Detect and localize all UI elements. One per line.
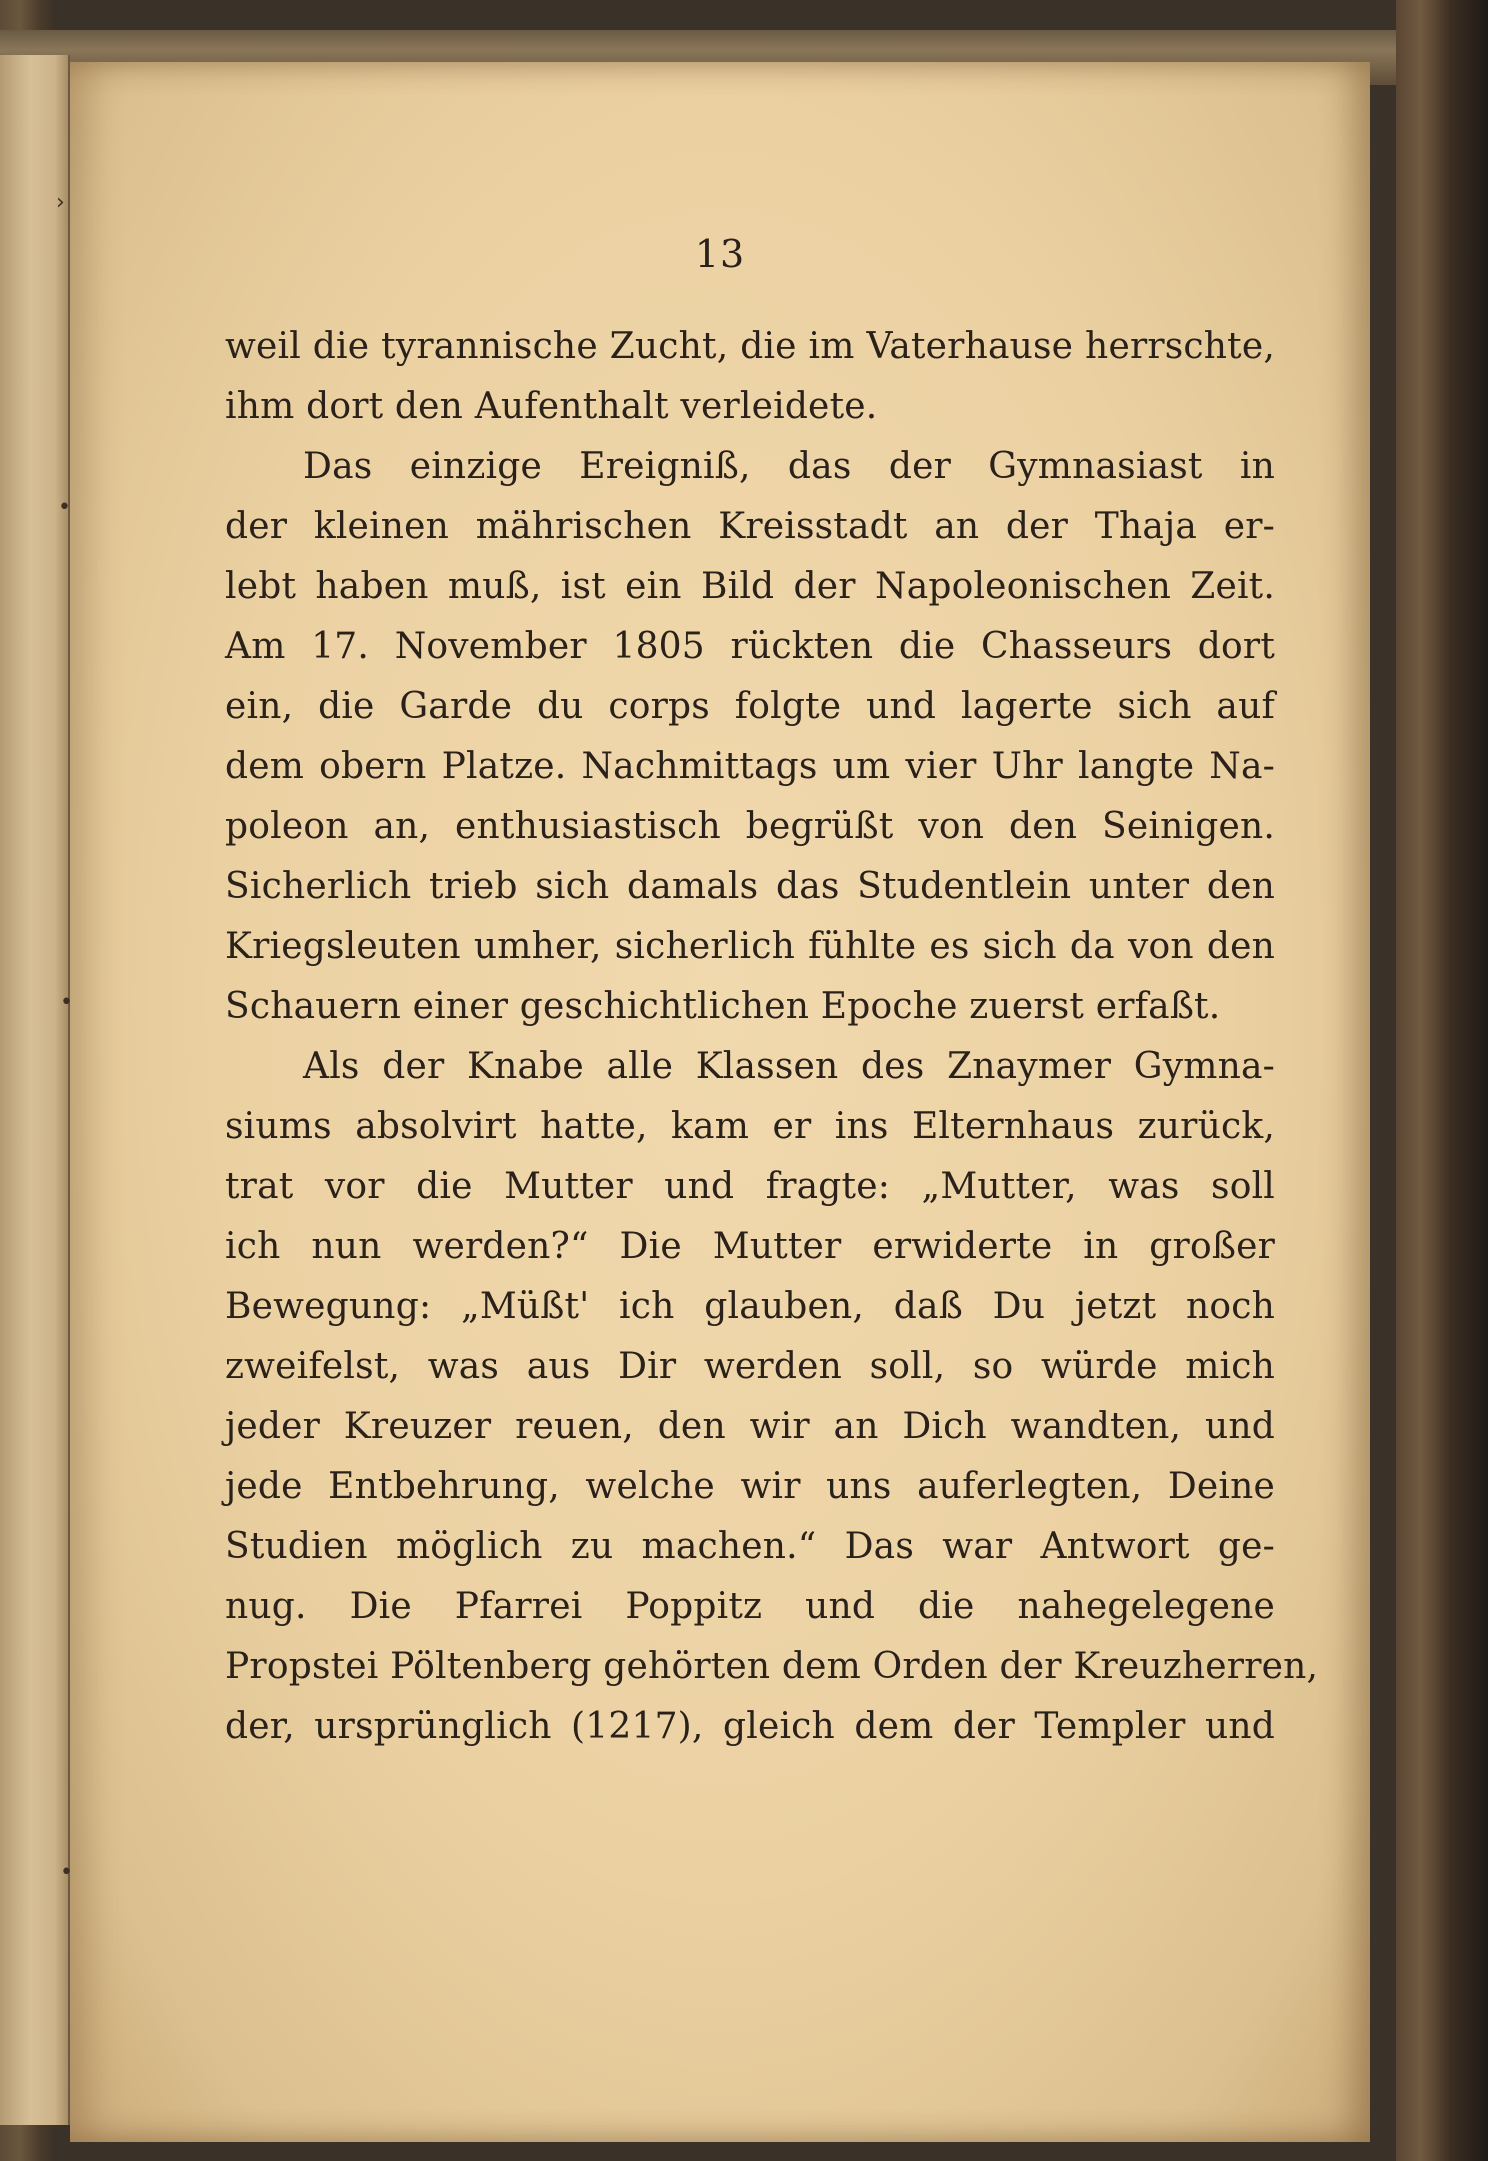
left-page-edge <box>0 55 70 2125</box>
text-line: trat vor die Mutter und fragte: „Mutter, was soll <box>225 1166 1275 1207</box>
text-line: siums absolvirt hatte, kam er ins Elternhaus zurück, <box>225 1106 1275 1147</box>
book-page <box>70 62 1370 2142</box>
text-line: lebt haben muß, ist ein Bild der Napoleonischen Zeit. <box>225 566 1275 607</box>
margin-mark: • <box>60 1860 73 1885</box>
text-line: Schauern einer geschichtlichen Epoche zuerst erfaßt. <box>225 986 1221 1027</box>
text-line: der, ursprünglich (1217), gleich dem der Templer und <box>225 1706 1275 1747</box>
text-line: ich nun werden?“ Die Mutter erwiderte in großer <box>225 1226 1275 1267</box>
page-number: 13 <box>694 232 746 276</box>
text-line: dem obern Platze. Nachmittags um vier Uhr langte Na- <box>225 746 1275 787</box>
margin-mark: › <box>56 190 65 215</box>
text-line: Das einzige Ereigniß, das der Gymnasiast in <box>303 446 1275 487</box>
book-cover-right-edge <box>1396 0 1488 2161</box>
text-line: Studien möglich zu machen.“ Das war Antwort ge- <box>225 1526 1275 1567</box>
text-line: poleon an, enthusiastisch begrüßt von den Seinigen. <box>225 806 1275 847</box>
body-text <box>225 317 1319 1757</box>
text-line: ein, die Garde du corps folgte und lagerte sich auf <box>225 686 1275 727</box>
text-line: Propstei Pöltenberg gehörten dem Orden der Kreuzherren, <box>225 1646 1319 1687</box>
text-line: Als der Knabe alle Klassen des Znaymer Gymna- <box>303 1046 1275 1087</box>
text-line: nug. Die Pfarrei Poppitz und die nahegelegene <box>225 1586 1275 1627</box>
text-line: Sicherlich trieb sich damals das Studentlein unter den <box>225 866 1275 907</box>
margin-mark: • <box>60 990 73 1015</box>
text-line: ihm dort den Aufenthalt verleidete. <box>225 386 878 427</box>
text-line: der kleinen mährischen Kreisstadt an der Thaja er- <box>225 506 1275 547</box>
text-line: Am 17. November 1805 rückten die Chasseurs dort <box>225 626 1275 667</box>
text-line: Kriegsleuten umher, sicherlich fühlte es sich da von den <box>225 926 1275 967</box>
text-line: weil die tyrannische Zucht, die im Vaterhause herrschte, <box>225 326 1275 367</box>
margin-mark: • <box>58 495 71 520</box>
text-line: jede Entbehrung, welche wir uns auferlegten, Deine <box>225 1466 1275 1507</box>
text-line: zweifelst, was aus Dir werden soll, so würde mich <box>225 1346 1275 1387</box>
text-line: Bewegung: „Müßt' ich glauben, daß Du jetzt noch <box>225 1286 1275 1327</box>
text-line: jeder Kreuzer reuen, den wir an Dich wandten, und <box>225 1406 1275 1447</box>
